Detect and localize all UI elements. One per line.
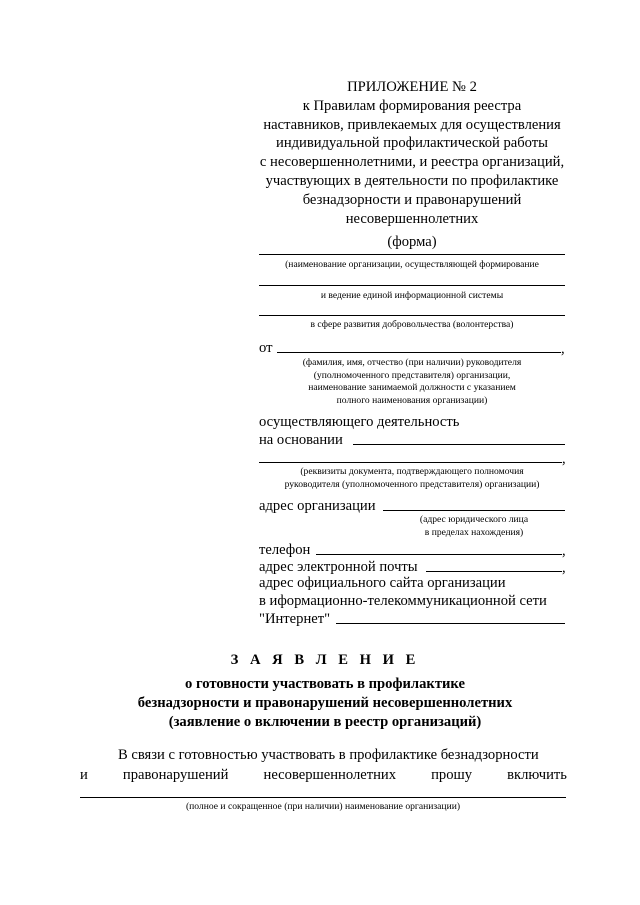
internet-label: "Интернет" — [259, 611, 331, 627]
email-field[interactable] — [426, 571, 562, 572]
comma: , — [562, 560, 566, 576]
email-label: адрес электронной почты — [259, 559, 418, 575]
website-field[interactable] — [336, 623, 565, 624]
comma: , — [562, 451, 566, 467]
appendix-line: индивидуальной профилактической работы — [276, 135, 548, 152]
recipient-caption-2: и ведение единой информационной системы — [320, 290, 504, 301]
statement-subtitle: о готовности участвовать в профилактике безнадзорности и правонарушений несовершеннолетних (заявление о включении в реестр организаций) — [137, 676, 513, 730]
recipient-org-line-2[interactable] — [259, 285, 565, 286]
from-label: от — [259, 340, 273, 356]
basis-label: на основании — [259, 432, 343, 448]
statement-paragraph-line-1: В связи с готовностью участвовать в профилактике безнадзорности — [118, 747, 539, 763]
organization-name-field[interactable] — [80, 797, 566, 798]
recipient-caption-1: (наименование организации, осуществляющей формирование — [285, 259, 539, 270]
address-caption: (адрес юридического лица в пределах нахождения) — [419, 514, 529, 538]
statement-title: З А Я В Л Е Н И Е — [230, 652, 420, 668]
comma: , — [562, 543, 566, 559]
appendix-line: наставников, привлекаемых для осуществления — [263, 116, 561, 133]
address-label: адрес организации — [259, 498, 376, 514]
statement-paragraph-line-2: и правонарушений несовершеннолетних прошу включить — [80, 767, 567, 783]
appendix-line: к Правилам формирования реестра — [302, 97, 522, 114]
from-caption: (фамилия, имя, отчество (при наличии) руководителя (уполномоченного представителя) организации, наименование занимаемой должности с указанием полного наименования организации) — [302, 357, 522, 406]
recipient-org-line-1[interactable] — [259, 254, 565, 255]
form-label: (форма) — [387, 234, 437, 251]
recipient-org-line-3[interactable] — [259, 315, 565, 316]
basis-caption: (реквизиты документа, подтверждающего полномочия руководителя (уполномоченного представителя) организации) — [284, 466, 540, 490]
website-label-2: в иформационно-телекоммуникационной сети — [259, 593, 547, 609]
from-field[interactable] — [277, 352, 561, 353]
appendix-header — [258, 78, 566, 252]
appendix-line: безнадзорности и правонарушений — [302, 191, 522, 208]
basis-field-2[interactable] — [259, 462, 562, 463]
website-label-1: адрес официального сайта организации — [259, 575, 506, 591]
address-field[interactable] — [383, 510, 565, 511]
basis-field[interactable] — [353, 444, 565, 445]
recipient-caption-3: в сфере развития добровольчества (волонтерства) — [310, 319, 514, 330]
activity-label: осуществляющего деятельность — [259, 414, 460, 430]
appendix-line: участвующих в деятельности по профилактике — [265, 172, 559, 189]
appendix-title: ПРИЛОЖЕНИЕ № 2 — [347, 79, 477, 95]
phone-field[interactable] — [316, 554, 562, 555]
phone-label: телефон — [259, 542, 311, 558]
appendix-line: несовершеннолетних — [345, 210, 479, 227]
comma: , — [561, 341, 565, 357]
organization-name-caption: (полное и сокращенное (при наличии) наименование организации) — [185, 801, 461, 812]
appendix-line: с несовершеннолетними, и реестра организаций, — [259, 154, 565, 171]
